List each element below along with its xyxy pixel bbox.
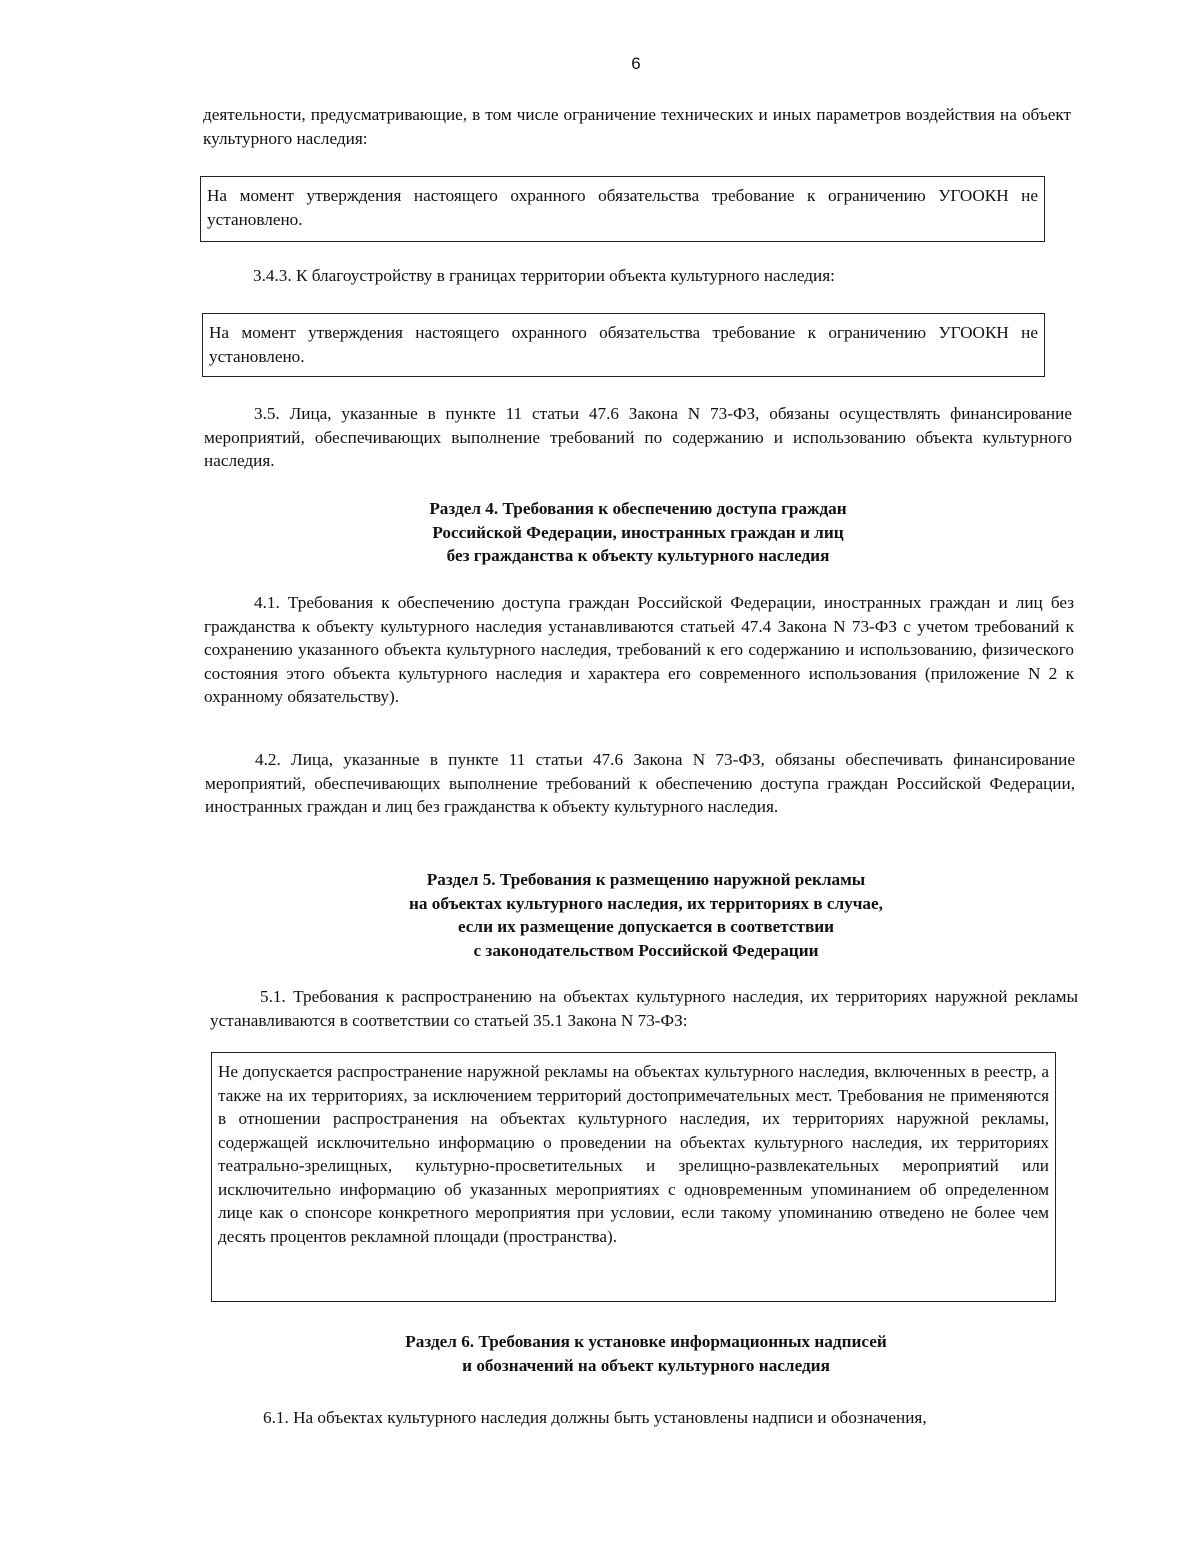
requirement-box-3: Не допускается распространение наружной рекламы на объектах культурного наследия, включенных в реестр, а также на их территориях, за исключением территорий достопримечательных мест. Требования не применяются в отношении распространения на объектах культурного наследия, их территориях наружной рекламы, содержащей исключительно информацию о проведении на объектах культурного наследия, их территориях театрально-зрелищных, культурно-просветительных и зрелищно-развлекательных мероприятий или исключительно информацию об указанных мероприятиях с одновременным упоминанием об определенном лице как о спонсоре конкретного мероприятия при условии, если такому упоминанию отведено не более чем десять процентов рекламной площади (пространства). (211, 1052, 1056, 1302)
section-6-heading (196, 1330, 1096, 1377)
page-number: 6 (631, 54, 641, 73)
section-5-heading-line: Раздел 5. Требования к размещению наружной рекламы (426, 870, 866, 889)
section-6-heading-line: и обозначений на объект культурного наследия (462, 1355, 830, 1375)
paragraph-3-5: 3.5. Лица, указанные в пункте 11 статьи 47.6 Закона N 73-ФЗ, обязаны осуществлять финансирование мероприятий, обеспечивающих выполнение требований по содержанию и использованию объекта культурного наследия. (204, 404, 1072, 470)
section-5-heading-line: с законодательством Российской Федерации (473, 940, 819, 960)
requirement-box-1: На момент утверждения настоящего охранного обязательства требование к ограничению УГООКН не установлено. (200, 176, 1045, 242)
section-6-heading-line: Раздел 6. Требования к установке информационных надписей (405, 1332, 887, 1351)
paragraph-3-4-3: 3.4.3. К благоустройству в границах территории объекта культурного наследия: (253, 266, 835, 285)
section-5-heading (196, 868, 1096, 962)
section-5-heading-line: на объектах культурного наследия, их территориях в случае, (409, 893, 883, 913)
paragraph-4-1: 4.1. Требования к обеспечению доступа граждан Российской Федерации, иностранных граждан и лиц без гражданства к объекту культурного наследия устанавливаются статьей 47.4 Закона N 73-ФЗ с учетом требований к сохранению указанного объекта культурного наследия, требований к его содержанию и использованию, физического состояния этого объекта культурного наследия и характера его современного использования (приложение N 2 к охранному обязательству). (204, 593, 1074, 706)
requirement-box-2: На момент утверждения настоящего охранного обязательства требование к ограничению УГООКН не установлено. (202, 313, 1045, 377)
section-4-heading (188, 497, 1088, 568)
paragraph-6-1: 6.1. На объектах культурного наследия должны быть установлены надписи и обозначения, (263, 1408, 927, 1427)
section-4-heading-line: Раздел 4. Требования к обеспечению доступа граждан (429, 499, 847, 518)
paragraph-5-1: 5.1. Требования к распространению на объектах культурного наследия, их территориях наружной рекламы устанавливаются в соответствии со статьей 35.1 Закона N 73-ФЗ: (210, 987, 1078, 1030)
section-5-heading-line: если их размещение допускается в соответствии (457, 917, 835, 936)
paragraph-4-2: 4.2. Лица, указанные в пункте 11 статьи 47.6 Закона N 73-ФЗ, обязаны обеспечивать финансирование мероприятий, обеспечивающих выполнение требований к обеспечению доступа граждан Российской Федерации, иностранных граждан и лиц без гражданства к объекту культурного наследия. (205, 750, 1075, 816)
intro-paragraph: деятельности, предусматривающие, в том числе ограничение технических и иных параметров воздействия на объект культурного наследия: (203, 105, 1071, 148)
section-4-heading-line: Российской Федерации, иностранных граждан и лиц (432, 522, 844, 542)
section-4-heading-line: без гражданства к объекту культурного наследия (446, 546, 830, 565)
